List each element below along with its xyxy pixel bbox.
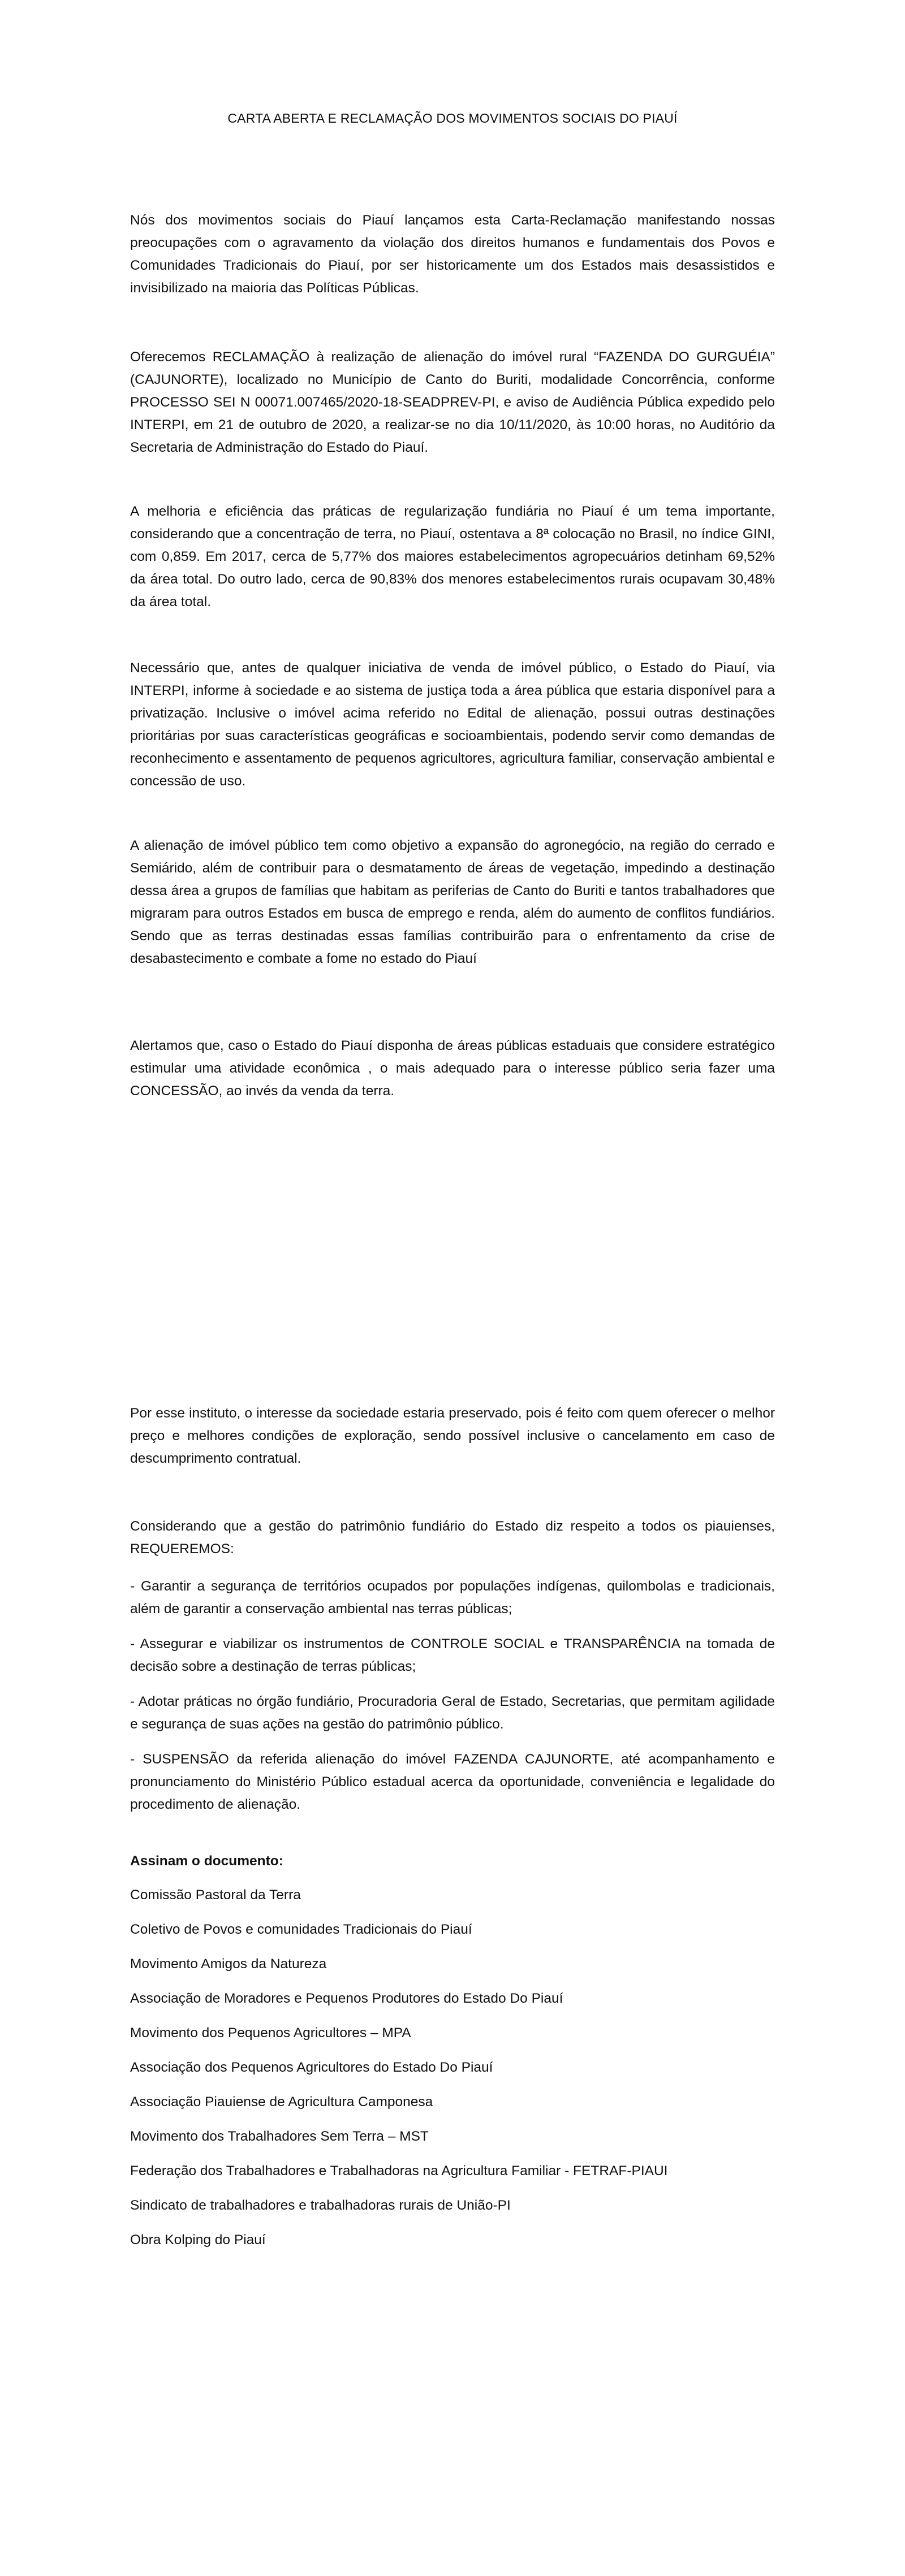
signatory-item: Sindicato de trabalhadores e trabalhadoras rurais de União-PI	[130, 2198, 511, 2213]
document-title: CARTA ABERTA E RECLAMAÇÃO DOS MOVIMENTOS SOCIAIS DO PIAUÍ	[227, 111, 678, 126]
paragraph-alienacao: A alienação de imóvel público tem como objetivo a expansão do agronegócio, na região do cerrado e Semiárido, além de contribuir para o desmatamento de áreas de vegetação, impedindo a destinação dessa área a grupos de famílias que habitam as periferias de Canto do Buriti e tantos trabalhadores que migraram para outros Estados em busca de emprego e renda, além do aumento de conflitos fundiários. Sendo que as terras destinadas essas famílias contribuirão para o enfrentamento da crise de desabastecimento e combate a fome no estado do Piauí	[130, 838, 775, 966]
paragraph-instituto: Por esse instituto, o interesse da sociedade estaria preservado, pois é feito com quem oferecer o melhor preço e melhores condições de exploração, sendo possível inclusive o cancelamento em caso de descumprimento contratual.	[130, 1406, 775, 1466]
signatory-item: Associação Piauiense de Agricultura Camponesa	[130, 2094, 433, 2110]
signatory-item: Federação dos Trabalhadores e Trabalhadoras na Agricultura Familiar - FETRAF-PIAUI	[130, 2163, 668, 2179]
request-item: - Assegurar e viabilizar os instrumentos de CONTROLE SOCIAL e TRANSPARÊNCIA na tomada de decisão sobre a destinação de terras públicas;	[130, 1636, 775, 1674]
requests-section	[130, 1515, 775, 1829]
signatory-item: Obra Kolping do Piauí	[130, 2232, 266, 2247]
signatory-item: Movimento Amigos da Natureza	[130, 1956, 327, 1972]
paragraph-regularizacao: A melhoria e eficiência das práticas de regularização fundiária no Piauí é um tema importante, considerando que a concentração de terra, no Piauí, ostentava a 8ª colocação no Brasil, no índice GINI, com 0,859. Em 2017, cerca de 5,77% dos maiores estabelecimentos agropecuários detinham 69,52% da área total. Do outro lado, cerca de 90,83% dos menores estabelecimentos rurais ocupavam 30,48% da área total.	[130, 504, 775, 610]
signatory-item: Coletivo de Povos e comunidades Tradicionais do Piauí	[130, 1922, 472, 1937]
signatories-heading: Assinam o documento:	[130, 1853, 283, 1869]
paragraph-venda-imovel: Necessário que, antes de qualquer iniciativa de venda de imóvel público, o Estado do Piauí, via INTERPI, informe à sociedade e ao sistema de justiça toda a área pública que estaria disponível para a privatização. Inclusive o imóvel acima referido no Edital de alienação, possui outras destinações prioritárias por suas características geográficas e socioambientais, podendo servir como demandas de reconhecimento e assentamento de pequenos agricultores, agricultura familiar, conservação ambiental e concessão de uso.	[130, 660, 775, 789]
requests-intro: Considerando que a gestão do patrimônio fundiário do Estado diz respeito a todos os piauienses, REQUEREMOS:	[130, 1519, 775, 1557]
signatory-item: Associação de Moradores e Pequenos Produtores do Estado Do Piauí	[130, 1991, 563, 2006]
signatory-item: Movimento dos Pequenos Agricultores – MPA	[130, 2025, 411, 2041]
signatory-item: Associação dos Pequenos Agricultores do Estado Do Piauí	[130, 2060, 493, 2075]
signatories-list	[130, 1884, 775, 2263]
signatory-item: Movimento dos Trabalhadores Sem Terra – MST	[130, 2129, 429, 2144]
request-item: - Garantir a segurança de territórios ocupados por populações indígenas, quilombolas e tradicionais, além de garantir a conservação ambiental nas terras públicas;	[130, 1579, 775, 1617]
request-item: - Adotar práticas no órgão fundiário, Procuradoria Geral de Estado, Secretarias, que permitam agilidade e segurança de suas ações na gestão do patrimônio público.	[130, 1694, 775, 1732]
paragraph-reclamacao: Oferecemos RECLAMAÇÃO à realização de alienação do imóvel rural “FAZENDA DO GURGUÉIA” (CAJUNORTE), localizado no Município de Canto do Buriti, modalidade Concorrência, conforme PROCESSO SEI N 00071.007465/2020-18-SEADPREV-PI, e aviso de Audiência Pública expedido pelo INTERPI, em 21 de outubro de 2020, a realizar-se no dia 10/11/2020, às 10:00 horas, no Auditório da Secretaria de Administração do Estado do Piauí.	[130, 349, 775, 455]
request-item: - SUSPENSÃO da referida alienação do imóvel FAZENDA CAJUNORTE, até acompanhamento e pronunciamento do Ministério Público estadual acerca da oportunidade, conveniência e legalidade do procedimento de alienação.	[130, 1752, 775, 1812]
paragraph-concessao: Alertamos que, caso o Estado do Piauí disponha de áreas públicas estaduais que considere estratégico estimular uma atividade econômica , o mais adequado para o interesse público seria fazer uma CONCESSÃO, ao invés da venda da terra.	[130, 1038, 775, 1099]
signatory-item: Comissão Pastoral da Terra	[130, 1887, 301, 1903]
paragraph-intro: Nós dos movimentos sociais do Piauí lançamos esta Carta-Reclamação manifestando nossas preocupações com o agravamento da violação dos direitos humanos e fundamentais dos Povos e Comunidades Tradicionais do Piauí, por ser historicamente um dos Estados mais desassistidos e invisibilizado na maioria das Políticas Públicas.	[130, 213, 775, 296]
